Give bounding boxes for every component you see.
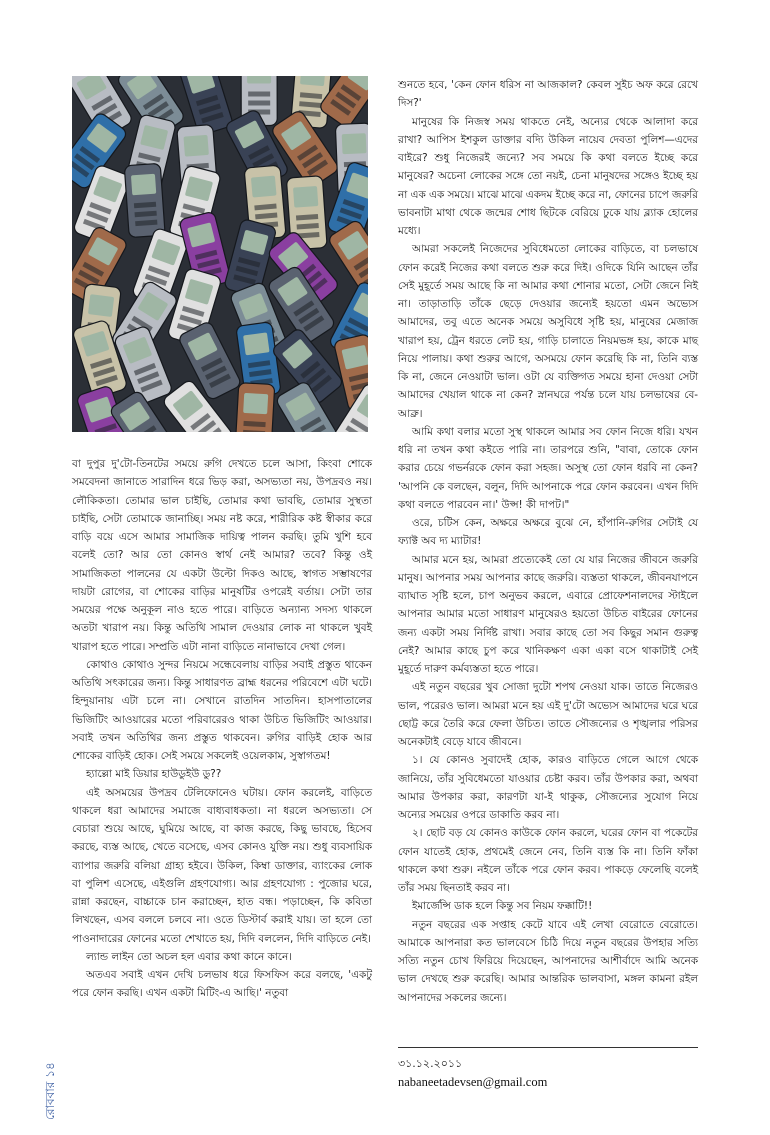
right-column — [398, 76, 698, 1007]
right-paragraph-3: আমরা সকলেই নিজেদের সুবিধেমতো লোকের বাড়িতে, বা চলভাষে ফোন করেই নিজের কথা বলতে শুরু করে দিই। ওদিকে যিনি আছেন তাঁর সেই মুহূর্তে সময় আছে কি না আমার কথা শোনার মতো, সেটা জেনে নিই না। তাড়াতাড়ি তাঁকে ছেড়ে দেওয়ার জন্যেই হয়তো এমন অভ্যেস আমাদের, তবু এতে অনেক সময়ে অসুবিধে সৃষ্টি হয়, মানুষের মেজাজ খারাপ হয়, ট্রেন ধরতে লেট হয়, গাড়ি চালাতে নিয়মভঙ্গ হয়, কাকে মাছ নিয়ে পালায়। কথা শুরুর আগে, অসময়ে ফোন করেছি কি না, তিনি ব্যস্ত কি না, জেনে নেওয়াটা ভাল। ওটা যে ব্যক্তিগত সময়ে হানা দেওয়া সেটা আমাদের খেয়াল থাকে না কেন? স্নানঘরে পর্যন্ত চলে যায় চলভাষের বে-আব্রু। — [398, 243, 698, 420]
footer-divider — [398, 1047, 698, 1048]
phone-14 — [124, 163, 165, 237]
right-paragraph-2: মানুষের কি নিজস্ব সময় থাকতে নেই, অন্যের থেকে আলাদা করে রাখা? আপিস ইশকুল ডাক্তার বদ্যি উকিল নায়েব দেবতা পুলিশ—এদের বাইরে? শুধু নিজেরই জন্যে? সব সময়ে কি কথা বলতে ইচ্ছে করে মানুষের? অচেনা লোকের সঙ্গে তো নয়ই, চেনা মানুষদের সঙ্গেও ইচ্ছে হয় না এক এক সময়ে। মাঝে মাঝে একদম ইচ্ছে করে না, ফোনের চাপে জরুরি ভাবনাটা মাথা থেকে জন্মের শোধ ছিটকে বেরিয়ে ঢুকে যায় ব্ল্যাক হোলের মধ্যে। — [398, 115, 698, 237]
article-date: ৩১.১২.২০১১ — [398, 1057, 463, 1070]
right-paragraph-8: ১। যে কোনও সুবাদেই হোক, কারও বাড়িতে গেলে আগে থেকে জানিয়ে, তাঁর সুবিধেমতো যাওয়ার চেষ্টা করব। তাঁর উপকার করা, অথবা আমার উপকার করা, কারণটা যা-ই থাকুক, সৌজন্যের সুযোগ নিয়ে অন্যের সময়ের ওপরে ডাকাতি করব না। — [398, 754, 698, 821]
left-paragraph-3: হ্যাল্লো মাই ডিয়ার হাউডুইউ ডু?? — [86, 768, 222, 781]
right-paragraph-11: নতুন বছরের এক সপ্তাহ কেটে যাবে এই লেখা বেরোতে বেরোতে। আমাকে আপনারা কত ভালবেসে চিঠি দিয়ে নতুন বছরের উপহার সত্যি সত্যি নতুন চোখ ফিরিয়ে দিয়েছেন, আপনাদের আশীর্বাদে আমি অনেক ভাল দেখছে শুরু করেছি। আমার আন্তরিক ভালবাসা, মঙ্গল কামনা রইল আপনাদের সকলের জন্যে। — [398, 918, 698, 1004]
left-column — [72, 455, 372, 1003]
magazine-page-label: রোববার ১৪ — [43, 1062, 57, 1120]
author-email: nabaneetadevsen@gmail.com — [398, 1075, 548, 1089]
left-paragraph-2: কোথাও কোথাও সুন্দর নিয়মে সন্ধেবেলায় বাড়ির সবাই প্রস্তুত থাকেন অতিথি সৎকারের জন্য। কিন্তু সাধারণত ব্রাহ্ম ধরনের পরিবেশে এটা ঘটে। হিন্দুয়ানায় এটা চলে না। সেখানে রাতদিন সাতদিন। হাসপাতালের ভিজিটিং আওয়ারের মতো পরিবারেরও থাকা উচিত ভিজিটিং আওয়ার। সবাই তখন অতিথির জন্য প্রস্তুত থাকবেন। রুগির বাড়িই হোক আর শোকের বাড়িই হোক। সেই সময়ে সকলেই ওয়েলকাম, সুস্বাগতম! — [72, 658, 372, 762]
side-label — [42, 1030, 60, 1120]
phone-40 — [235, 383, 275, 432]
right-paragraph-6: আমার মনে হয়, আমরা প্রত্যেকেই তো যে যার নিজের জীবনে জরুরি মানুষ। আপনার সময় আপনার কাছে জরুরি। ব্যস্ততা থাকলে, জীবনযাপনে ব্যাঘাত সৃষ্টি হলে, চাপ অনুভব করলে, এবারে প্রোফেশনালদের স্টাইলে আপনার আমার মতো সাধারণ মানুষেরও হয়তো উচিত বাইরের ফোনের জন্য একটা সময় নির্দিষ্ট রাখা। সবার কাছে তো সব কিছুর সমান গুরুত্ব নেই? আমার কাছে চুপ করে খানিকক্ষণ একা একা বসে থাকাটাই সেই মুহূর্তে দারুণ কর্মব্যস্ততা হতে পারে। — [398, 553, 698, 675]
right-paragraph-4: আমি কথা বলার মতো সুস্থ থাকলে আমার সব ফোন নিজে ধরি। যখন ধরি না তখন কথা কইতে পারি না। তারপরে শুনি, "বাবা, তোকে ফোন করার চেয়ে গভর্নরকে ফোন করা সহজ। অসুস্থ তো ফোন ধরবি না কেন? 'আপনি কে বলছেন, বলুন, দিদি আপনাকে পরে ফোন করবেন। এখন দিদি কথা বলতে পারবেন না।' উপ্স! কী দাপট।" — [398, 425, 698, 511]
left-paragraph-5: ল্যান্ড লাইন তো অচল হল এবার কথা কানে কানে। — [86, 950, 292, 963]
right-paragraph-10: ইমার্জেন্সি ডাক হলে কিন্তু সব নিয়ম ফক্কাটি!! — [412, 900, 593, 913]
left-paragraph-1: বা দুপুর দু'টো-তিনটের সময়ে রুগি দেখতে চলে আসা, কিংবা শোকে সমবেদনা জানাতে সারাদিন ধরে ভিড় করা, অসভ্যতা নয়, উপদ্রবও নয়। লৌকিকতা। তোমার ভাল চাইছি, তোমার কথা ভাবছি, তোমার সুস্থতা চাইছি, সেটা তোমাকে জানাচ্ছি। সময় নষ্ট করে, শারীরিক কষ্ট স্বীকার করে বাড়ি বয়ে এসে আমার সামাজিক দায়িত্ব পালন করছি। তুমি খুশি হবে বলেই তো? আর তো কোনও স্বার্থ নেই আমার? তবে? কিন্তু ওই সামাজিকতা পালনের যে একটা উল্টো দিকও আছে, স্বাগত সম্ভাষণের দায়টা রোগের, বা শোকের বাড়ির মানুষটির ওপরেই বর্তায়। সেটা তার সময়ের পক্ষে অনুকূল নাও হতে পারে। বাড়িতে অন্যান্য সদস্য থাকলে অতটা খারাপ নয়। কিন্তু অতিথি সামাল দেওয়ার লোক না থাকলে খুবই খারাপ হতে পারে। সম্প্রতি এটা নানা বাড়িতে নানাভাবে দেখা গেল। — [72, 458, 372, 653]
right-paragraph-9: ২। ছোট বড় যে কোনও কাউকে ফোন করলে, ঘরের ফোন বা পকেটের ফোন যাতেই হোক, প্রথমেই জেনে নেব, তিনি ব্যস্ত কি না। তিনি ফাঁকা থাকলে কথা শুরু। নইলে তাঁকে পরে ফোন করব। পাকড়ে ফেলেছি বলেই তাঁর সময় ছিনতাই করব না। — [398, 827, 698, 894]
right-paragraph-1: শুনতে হবে, 'কেন ফোন ধরিস না আজকাল? কেবল সুইচ অফ করে রেখে দিস?' — [398, 79, 698, 110]
right-paragraph-5: ওরে, চটিস কেন, অক্ষরে অক্ষরে বুঝে নে, হাঁপানি-রুগির সেটাই যে ফ্যাক্ট অব দ্য ম্যাটার! — [398, 517, 698, 548]
mobile-phones-pile-icon — [72, 76, 368, 432]
phones-photo — [72, 76, 368, 432]
right-paragraph-7: এই নতুন বছরের খুব সোজা দুটো শপথ নেওয়া যাক। তাতে নিজেরও ভাল, পরেরও ভাল। আমরা মনে হয় এই দু'টো অভ্যেস আমাদের ঘরে ঘরে ছোট্ট করে তৈরি করে ফেলা উচিত। তাতে সৌজন্যের ও শৃঙ্খলার পরিসর অনেকটাই বেড়ে যাবে জীবনে। — [398, 681, 698, 748]
left-paragraph-6: অতএব সবাই এখন দেখি চলভাষ ধরে ফিসফিস করে বলছে, 'একটু পরে ফোন করছি। এখন একটা মিটিং-এ আছি।' নতুবা — [72, 969, 372, 1000]
left-paragraph-4: এই অসময়ের উপদ্রব টেলিফোনেও ঘটায়। ফোন করলেই, বাড়িতে থাকলে ধরা আমাদের সমাজে বাধ্যবাধকতা। না ধরলে অসভ্যতা। সে বেচারা শুয়ে আছে, ঘুমিয়ে আছে, বা কাজ করছে, কিছু ভাবছে, হিসেব করছে, ব্যস্ত আছে, খেতে বসেছে, এসব কোনও যুক্তি নয়। শুধু ব্যবসায়িক ব্যাপার জরুরি বলিয়া গ্রাহ্য হইবে। উকিল, কিম্বা ডাক্তার, ব্যাংকের লোক বা পুলিশ এসেছে, এইগুলি গ্রহণযোগ্য। আর গ্রহণযোগ্য : পুজোর ঘরে, রান্না করছেন, বাচ্চাকে চান করাচ্ছেন, হাত বন্ধ। পড়াচ্ছেন, কি কবিতা লিখছেন, এসব বললে চলবে না। ওতে ডিস্টার্ব করাই যায়। তা হলে তো পাওনাদারের ফোনের মতো শেখাতে হয়, দিদি বললেন, দিদি বাড়িতে নেই। — [72, 786, 372, 945]
